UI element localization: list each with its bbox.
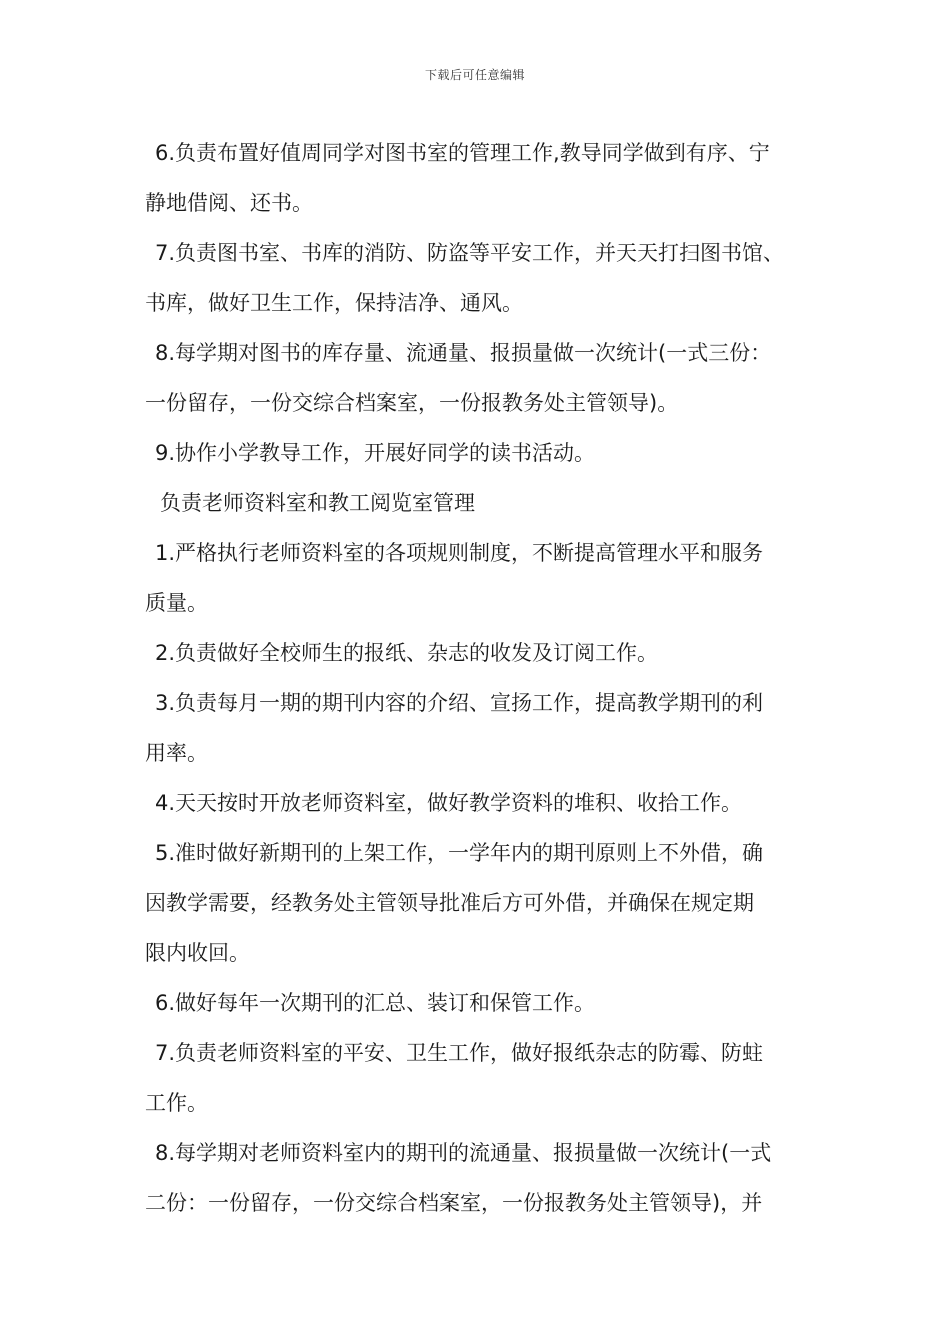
body-line: 7.负责图书室、书库的消防、防盗等平安工作，并天天打扫图书馆、 (155, 241, 785, 265)
body-line: 1.严格执行老师资料室的各项规则制度，不断提高管理水平和服务 (155, 541, 764, 565)
body-line: 因教学需要，经教务处主管领导批准后方可外借，并确保在规定期 (145, 891, 754, 915)
section-heading: 负责老师资料室和教工阅览室管理 (160, 491, 475, 515)
body-line: 2.负责做好全校师生的报纸、杂志的收发及订阅工作。 (155, 641, 659, 665)
body-line: 5.准时做好新期刊的上架工作，一学年内的期刊原则上不外借，确 (155, 841, 764, 865)
body-line: 限内收回。 (145, 941, 250, 965)
body-line: 用率。 (145, 741, 208, 765)
body-line: 书库，做好卫生工作，保持洁净、通风。 (145, 291, 523, 315)
body-line: 4.天天按时开放老师资料室，做好教学资料的堆积、收拾工作。 (155, 791, 743, 815)
body-line: 8.每学期对老师资料室内的期刊的流通量、报损量做一次统计(一式 (155, 1141, 772, 1165)
body-line: 7.负责老师资料室的平安、卫生工作，做好报纸杂志的防霉、防蛀 (155, 1041, 764, 1065)
body-line: 3.负责每月一期的期刊内容的介绍、宣扬工作，提高教学期刊的利 (155, 691, 764, 715)
body-line: 8.每学期对图书的库存量、流通量、报损量做一次统计(一式三份： (155, 341, 772, 365)
body-line: 二份：一份留存，一份交综合档案室，一份报教务处主管领导)，并 (145, 1191, 763, 1215)
body-line: 静地借阅、还书。 (145, 191, 313, 215)
body-line: 一份留存，一份交综合档案室，一份报教务处主管领导)。 (145, 391, 679, 415)
page-header: 下载后可任意编辑 (424, 68, 525, 82)
body-line: 质量。 (145, 591, 208, 615)
body-line: 9.协作小学教导工作，开展好同学的读书活动。 (155, 441, 596, 465)
document-body (145, 128, 813, 1228)
body-line: 6.负责布置好值周同学对图书室的管理工作,教导同学做到有序、宁 (155, 141, 770, 165)
body-line: 工作。 (145, 1091, 208, 1115)
body-line: 6.做好每年一次期刊的汇总、装订和保管工作。 (155, 991, 596, 1015)
